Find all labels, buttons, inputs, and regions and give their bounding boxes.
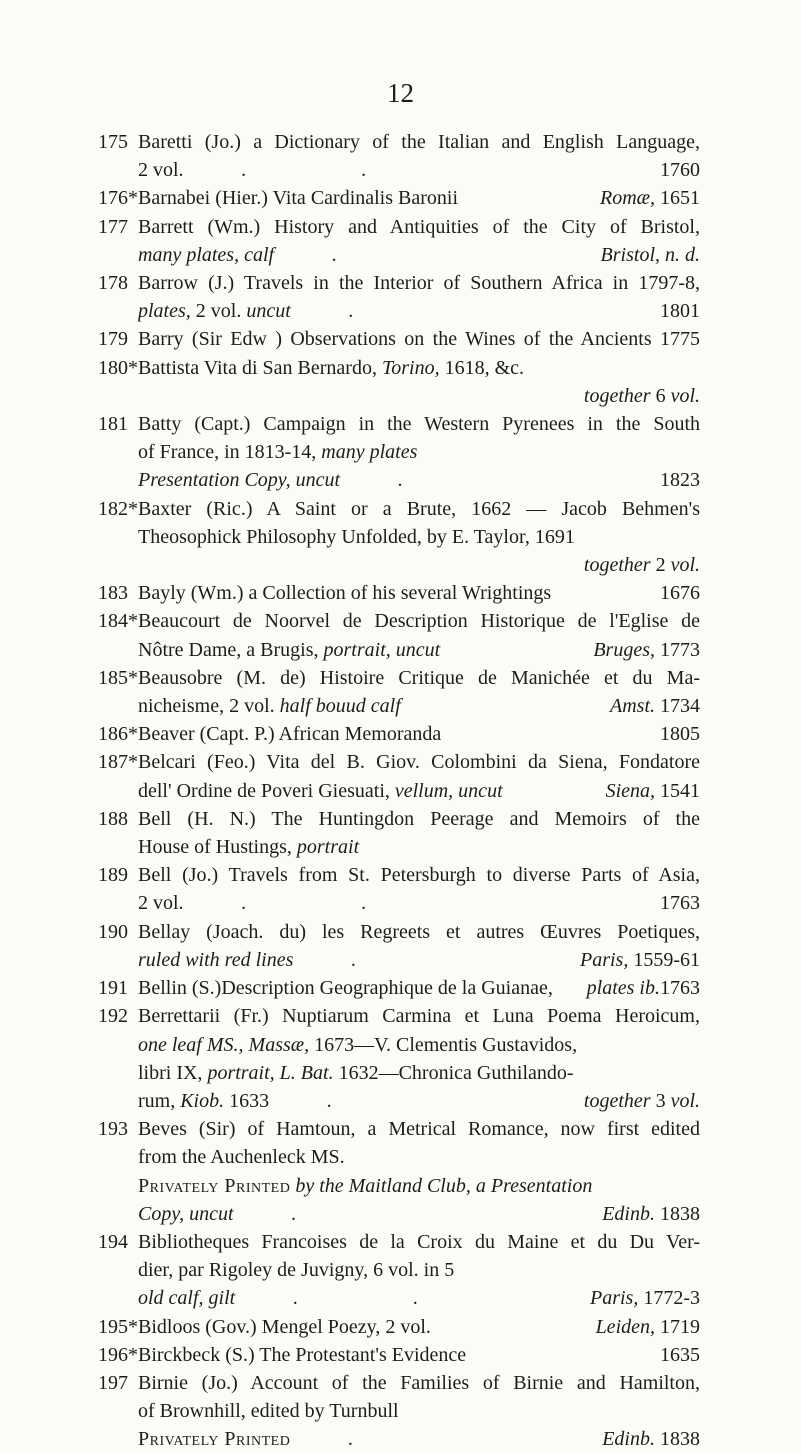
entry-180 <box>98 354 700 410</box>
entry-number: 195* <box>98 1315 138 1338</box>
entry-together: together <box>583 1089 651 1112</box>
entry-place: portrait, L. Bat. <box>207 1061 334 1084</box>
entry-detail: plates, <box>138 300 191 323</box>
entry-number: 186* <box>98 723 138 746</box>
entry-place: Kiob. <box>180 1089 225 1112</box>
entry-number: 185* <box>98 666 138 689</box>
entry-date: 1559-61 <box>633 948 700 971</box>
entry-date: 1823 <box>660 469 700 492</box>
entry-date: 1760 <box>660 159 700 182</box>
entry-detail: Theosophick Philosophy Unfolded, by E. Taylor, 1691 <box>138 525 575 548</box>
entry-number: 189 <box>98 864 128 887</box>
entry-place: Bruges, <box>593 638 655 661</box>
entry-number: 181 <box>98 413 128 436</box>
entry-date: 1618, &c. <box>444 356 525 379</box>
entry-178: 178 Barrow (J.) Travels in the Interior of Southern Africa in 1797-8, plates, 2 vol. uncut . 1801 <box>98 269 700 325</box>
entry-detail: 2 vol. <box>138 892 184 915</box>
entry-190: 190 Bellay (Joach. du) les Regreets et autres Œuvres Poetiques, ruled with red lines . Paris, 1559-61 <box>98 918 700 974</box>
entry-detail: ruled with red lines <box>138 948 294 971</box>
entry-title: Bell (Jo.) Travels from St. Petersburgh to diverse Parts of Asia, <box>138 864 700 887</box>
entry-title: Bell (H. N.) The Huntingdon Peerage and Memoirs of the <box>138 807 700 830</box>
entry-date: 1801 <box>660 300 700 323</box>
entry-183 <box>98 579 700 607</box>
entry-detail: 2 vol. <box>138 159 184 182</box>
entry-detail: Nôtre Dame, a Brugis, <box>138 638 319 661</box>
entry-printed: Privately Printed <box>138 1174 291 1197</box>
entry-number: 197 <box>98 1371 128 1394</box>
entry-number: 196* <box>98 1343 138 1366</box>
entry-vol: vol. <box>670 1089 700 1112</box>
entry-182 <box>98 495 700 580</box>
entry-title: Barrow (J.) Travels in the Interior of Southern Africa in 1797-8, <box>138 272 700 295</box>
entry-title: Bibliotheques Francoises de la Croix du Maine et du Du Ver- <box>138 1230 700 1253</box>
entry-together: together <box>583 384 651 407</box>
entry-volumes: 2 <box>655 554 666 577</box>
entry-number: 194 <box>98 1230 128 1253</box>
entry-192: 192 Berrettarii (Fr.) Nuptiarum Carmina et Luna Poema Heroicum, one leaf MS., Massæ, 1673—V. Clementis Gustavidos, libri IX, portrait, L. Bat. 1632—Chronica Guthilando- rum, Kiob. 1633 . together 3 vol. <box>98 1002 700 1115</box>
entry-detail: many plates, calf <box>138 243 275 266</box>
entry-place: Leiden, <box>595 1315 655 1338</box>
entry-condition: vellum, uncut <box>394 779 503 802</box>
entry-date: 1763 <box>660 892 700 915</box>
entry-volumes: 3 <box>655 1089 666 1112</box>
entry-197: 197 Birnie (Jo.) Account of the Families of Birnie and Hamilton, of Brownhill, edited by Turnbull Privately Printed . Edinb. 1838 <box>98 1369 700 1454</box>
entry-date: 1763 <box>660 977 700 1000</box>
entry-place: Romæ, <box>600 187 655 210</box>
entry-193: 193 Beves (Sir) of Hamtoun, a Metrical Romance, now first edited from the Auchenleck MS. Privately Printed by the Maitland Club, a Presentation Copy, uncut . Edinb. 1838 <box>98 1115 700 1228</box>
entry-date: 1805 <box>660 723 700 746</box>
entry-title: Barrett (Wm.) History and Antiquities of the City of Bristol, <box>138 215 700 238</box>
entry-title: Berrettarii (Fr.) Nuptiarum Carmina et Luna Poema Heroicum, <box>138 1005 700 1028</box>
entry-plates: many plates <box>321 441 418 464</box>
entry-place: Edinb. <box>602 1428 655 1451</box>
entry-191 <box>98 974 700 1002</box>
page-number: 12 <box>387 78 414 108</box>
entry-179 <box>98 325 700 353</box>
entry-title: Birnie (Jo.) Account of the Families of Birnie and Hamilton, <box>138 1371 700 1394</box>
entry-detail: 1673—V. Clementis Gustavidos, <box>314 1033 578 1056</box>
entry-177: 177 Barrett (Wm.) History and Antiquities of the City of Bristol, many plates, calf . Bristol, n. d. <box>98 213 700 269</box>
entry-vol: vol. <box>670 384 700 407</box>
entry-plates: plates ib. <box>586 977 660 1000</box>
entry-title: Barry (Sir Edw ) Observations on the Wines of the Ancients 1775 <box>138 328 700 351</box>
entry-number: 191 <box>98 977 128 1000</box>
entry-place: Paris, <box>589 1287 639 1310</box>
entry-number: 177 <box>98 215 128 238</box>
entry-title: Bellay (Joach. du) les Regreets et autres Œuvres Poetiques, <box>138 920 700 943</box>
entry-number: 190 <box>98 920 128 943</box>
entry-printed: Privately Printed <box>138 1428 291 1451</box>
entry-detail: dier, par Rigoley de Juvigny, 6 vol. in 5 <box>138 1259 455 1282</box>
entry-date: 1734 <box>660 695 700 718</box>
entry-181: 181 Batty (Capt.) Campaign in the Western Pyrenees in the South of France, in 1813-14, many plates Presentation Copy, uncut . 1823 <box>98 410 700 495</box>
entry-176 <box>98 184 700 212</box>
entry-detail: nicheisme, 2 vol. <box>138 695 275 718</box>
entry-condition: old calf, gilt <box>138 1287 236 1310</box>
entry-date: 1838 <box>660 1202 700 1225</box>
entry-title: Baxter (Ric.) A Saint or a Brute, 1662 — Jacob Behmen's <box>138 497 700 520</box>
entry-number: 175 <box>98 131 128 153</box>
entry-detail: dell' Ordine de Poveri Giesuati, <box>138 779 390 802</box>
entry-condition: half bouud calf <box>279 695 401 718</box>
entry-date: 1773 <box>660 638 700 661</box>
entry-186 <box>98 720 700 748</box>
entry-196 <box>98 1341 700 1369</box>
entry-condition: Presentation Copy, uncut <box>138 469 341 492</box>
entry-number: 182* <box>98 497 138 520</box>
entry-title: Bayly (Wm.) a Collection of his several Wrightings <box>138 582 552 605</box>
entry-number: 192 <box>98 1005 128 1028</box>
entry-184 <box>98 607 700 663</box>
entry-title: Birckbeck (S.) The Protestant's Evidence <box>138 1343 467 1366</box>
entry-number: 193 <box>98 1118 128 1141</box>
entry-date: 1633 <box>229 1089 270 1112</box>
entry-place: Bristol, <box>600 243 660 266</box>
entry-title: Battista Vita di San Bernardo, <box>138 356 377 379</box>
catalogue-entries <box>98 128 700 1454</box>
entry-volumes: 6 <box>655 384 666 407</box>
entry-detail: rum, <box>138 1089 176 1112</box>
entry-title: Beves (Sir) of Hamtoun, a Metrical Romance, now first edited <box>138 1118 700 1141</box>
entry-date: 1772-3 <box>643 1287 700 1310</box>
entry-187 <box>98 748 700 804</box>
entry-title: Bidloos (Gov.) Mengel Poezy, 2 vol. <box>138 1315 431 1338</box>
entry-place: Siena, <box>605 779 655 802</box>
entry-189: 189 Bell (Jo.) Travels from St. Petersburgh to diverse Parts of Asia, 2 vol. . . 1763 <box>98 861 700 917</box>
entry-number: 188 <box>98 807 128 830</box>
entry-title: Bellin (S.)Description Geographique de la Guianae, <box>138 977 553 1000</box>
entry-195 <box>98 1313 700 1341</box>
entry-detail: 1632—Chronica Guthilando- <box>338 1061 574 1084</box>
entry-number: 176* <box>98 187 138 210</box>
entry-date: n. d. <box>665 243 700 266</box>
entry-detail: from the Auchenleck MS. <box>138 1146 345 1169</box>
entry-number: 183 <box>98 582 128 605</box>
entry-detail: of Brownhill, edited by Turnbull <box>138 1400 399 1423</box>
entry-number: 180* <box>98 356 138 379</box>
entry-185 <box>98 664 700 720</box>
entry-place: Edinb. <box>602 1202 655 1225</box>
entry-condition: uncut <box>246 300 291 323</box>
entry-detail: House of Hustings, <box>138 836 292 859</box>
entry-place: Torino, <box>381 356 440 379</box>
entry-detail: libri IX, <box>138 1061 203 1084</box>
entry-date: 1541 <box>660 779 700 802</box>
entry-number: 187* <box>98 751 138 774</box>
entry-date: 1719 <box>660 1315 700 1338</box>
entry-detail: of France, in 1813-14, <box>138 441 317 464</box>
entry-title: Belcari (Feo.) Vita del B. Giov. Colombini da Siena, Fondatore <box>138 751 700 774</box>
entry-date: 1838 <box>660 1428 700 1451</box>
entry-date: 1651 <box>660 187 700 210</box>
entry-date: 1635 <box>660 1343 700 1366</box>
entry-condition: Copy, uncut <box>138 1202 234 1225</box>
entry-place: Amst. <box>610 695 655 718</box>
entry-date: 1676 <box>660 582 700 605</box>
entry-194: 194 Bibliotheques Francoises de la Croix du Maine et du Du Ver- dier, par Rigoley de Juvigny, 6 vol. in 5 old calf, gilt . . Paris, 1772-3 <box>98 1228 700 1313</box>
entry-condition: portrait <box>296 836 360 859</box>
entry-detail: by the Maitland Club, a Presentation <box>295 1174 593 1197</box>
entry-title: Batty (Capt.) Campaign in the Western Pyrenees in the South <box>138 413 700 436</box>
entry-detail: one leaf MS., <box>138 1033 244 1056</box>
entry-place: Massæ, <box>248 1033 310 1056</box>
entry-title: Beaver (Capt. P.) African Memoranda <box>138 723 442 746</box>
entry-vol: vol. <box>670 554 700 577</box>
entry-title: Beaucourt de Noorvel de Description Historique de l'Eglise de <box>138 610 700 633</box>
entry-188 <box>98 805 700 861</box>
entry-place: Paris, <box>579 948 629 971</box>
entry-175: 175 Baretti (Jo.) a Dictionary of the Italian and English Language, 2 vol. . . 1760 <box>98 128 700 184</box>
entry-title: Beausobre (M. de) Histoire Critique de Manichée et du Ma- <box>138 666 700 689</box>
entry-number: 178 <box>98 272 128 295</box>
entry-number: 184* <box>98 610 138 633</box>
entry-title: Baretti (Jo.) a Dictionary of the Italian and English Language, <box>138 131 700 153</box>
entry-volumes: 2 vol. <box>195 300 242 323</box>
entry-together: together <box>583 554 651 577</box>
entry-title: Barnabei (Hier.) Vita Cardinalis Baronii <box>138 187 459 210</box>
entry-number: 179 <box>98 328 128 351</box>
entry-condition: portrait, uncut <box>323 638 441 661</box>
